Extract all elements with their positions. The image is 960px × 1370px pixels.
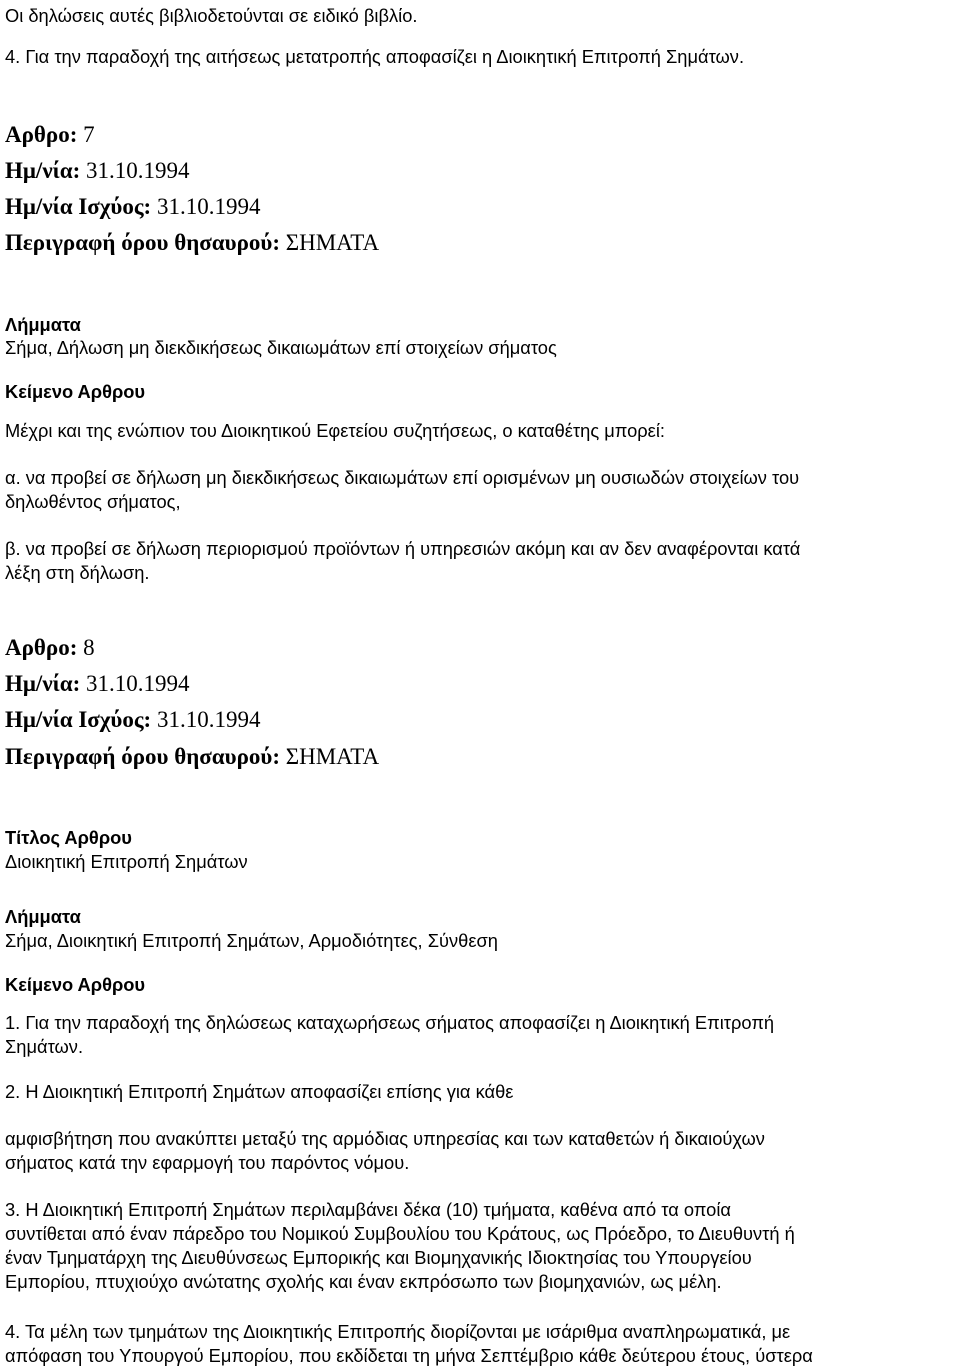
article-8-date (5, 666, 189, 702)
thesaurus-label: Περιγραφή όρου θησαυρού: (5, 744, 280, 769)
article-8-thesaurus (5, 739, 379, 775)
article-paragraph-2-cont: αμφισβήτηση που ανακύπτει μεταξύ της αρμόδιας υπηρεσίας και των καταθετών ή δικαιούχων σήματος κατά την εφαρμογή του παρόντος νόμου. (5, 1128, 765, 1173)
valid-date-label: Ημ/νία Ισχύος: (5, 194, 152, 219)
article-title-heading: Τίτλος Αρθρου (5, 827, 132, 848)
article-paragraph-1: 1. Για την παραδοχή της δηλώσεως καταχωρήσεως σήματος αποφασίζει η Διοικητική Επιτροπή Σημάτων. (5, 1012, 775, 1057)
lemmas-heading: Λήμματα (5, 906, 81, 927)
article-7-date (5, 153, 189, 189)
article-label: Αρθρο: (5, 635, 78, 660)
date-label: Ημ/νία: (5, 671, 81, 696)
article-number-value: 7 (83, 122, 95, 147)
article-label: Αρθρο: (5, 122, 78, 147)
article-paragraph-4: 4. Τα μέλη των τμημάτων της Διοικητικής Επιτροπής διορίζονται με ισάριθμα αναπληρωματικά, με απόφαση του Υπουργού Εμπορίου, που εκδίδεται τη μήνα Σεπτέμβριο κάθε δεύτερου έτους, ύστερα (5, 1321, 813, 1366)
date-label: Ημ/νία: (5, 158, 81, 183)
article-8-number (5, 630, 95, 666)
article-8-valid-date (5, 702, 260, 738)
valid-date-value: 31.10.1994 (156, 194, 261, 219)
article-paragraph-a: α. να προβεί σε δήλωση μη διεκδικήσεως δικαιωμάτων επί ορισμένων μη ουσιωδών στοιχείων του δηλωθέντος σήματος, (5, 467, 800, 512)
article-paragraph-3: 3. Η Διοικητική Επιτροπή Σημάτων περιλαμβάνει δέκα (10) τμήματα, καθένα από τα οποία συντίθεται από έναν πάρεδρο του Νομικού Συμβουλίου του Κράτους, ως Πρόεδρο, το Διευθυντή ή έναν Τμηματάρχη της Διευθύνσεως Εμπορικής και Βιομηχανικής Ιδιοκτησίας του Υπουργείου Εμπορίου, πτυχιούχο ανώτατης σχολής και έναν εκπρόσωπο των βιομηχανιών, ως μέλη. (5, 1199, 795, 1292)
intro-text: Οι δηλώσεις αυτές βιβλιοδετούνται σε ειδικό βιβλίο. (5, 5, 418, 26)
article-text-heading: Κείμενο Αρθρου (5, 381, 146, 402)
article-title: Διοικητική Επιτροπή Σημάτων (5, 851, 248, 872)
thesaurus-label: Περιγραφή όρου θησαυρού: (5, 230, 280, 255)
article-7-thesaurus (5, 225, 379, 261)
lemmas-text: Σήμα, Διοικητική Επιτροπή Σημάτων, Αρμοδιότητες, Σύνθεση (5, 930, 498, 951)
article-text-heading: Κείμενο Αρθρου (5, 974, 146, 995)
article-paragraph: Μέχρι και της ενώπιον του Διοικητικού Εφετείου συζητήσεως, ο καταθέτης μπορεί: (5, 420, 665, 441)
thesaurus-value: ΣΗΜΑΤΑ (285, 230, 380, 255)
intro-paragraph-4: 4. Για την παραδοχή της αιτήσεως μετατροπής αποφασίζει η Διοικητική Επιτροπή Σημάτων. (5, 46, 745, 67)
valid-date-value: 31.10.1994 (156, 707, 261, 732)
article-7-number (5, 117, 95, 153)
valid-date-label: Ημ/νία Ισχύος: (5, 707, 152, 732)
article-7-valid-date (5, 189, 260, 225)
article-number-value: 8 (83, 635, 95, 660)
article-paragraph-b: β. να προβεί σε δήλωση περιορισμού προϊόντων ή υπηρεσιών ακόμη και αν δεν αναφέρονται κατά λέξη στη δήλωση. (5, 538, 801, 583)
date-value: 31.10.1994 (85, 671, 190, 696)
article-paragraph-2: 2. Η Διοικητική Επιτροπή Σημάτων αποφασίζει επίσης για κάθε (5, 1081, 514, 1102)
lemmas-heading: Λήμματα (5, 314, 81, 335)
date-value: 31.10.1994 (85, 158, 190, 183)
thesaurus-value: ΣΗΜΑΤΑ (285, 744, 380, 769)
lemmas-text: Σήμα, Δήλωση μη διεκδικήσεως δικαιωμάτων επί στοιχείων σήματος (5, 337, 557, 358)
